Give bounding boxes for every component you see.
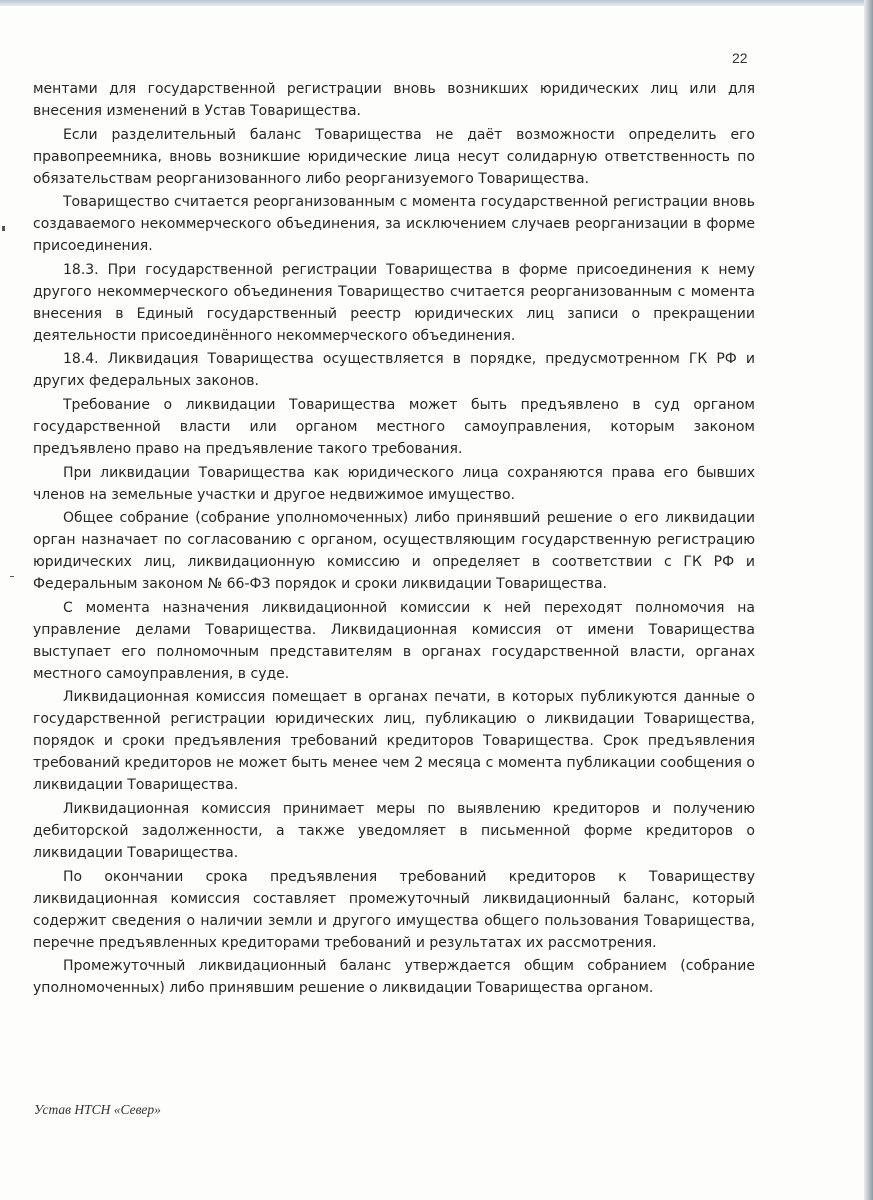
page-number: 22 (732, 50, 748, 66)
paragraph: Ликвидационная комиссия принимает меры по выявлению кредиторов и получению дебиторской задолженности, а также уведомляет в письменной форме кредиторов о ликвидации Товарищества. (33, 800, 755, 861)
paragraph: При ликвидации Товарищества как юридического лица сохраняются права его бывших членов на земельные участки и другое недвижимое имущество. (33, 464, 755, 503)
paragraph: Общее собрание (собрание уполномоченных) либо принявший решение о его ликвидации орган назначает по согласованию с органом, осуществляющим государственную регистрацию юридических лиц, ликвидационную комиссию и определяет в соответствии с ГК РФ и Федеральным законом № 66-ФЗ порядок и сроки ликвидации Товарищества. (33, 510, 755, 593)
paragraph: 18.4. Ликвидация Товарищества осуществляется в порядке, предусмотренном ГК РФ и других федеральных законов. (33, 351, 755, 390)
paragraph: Если разделительный баланс Товарищества не даёт возможности определить его правопреемника, вновь возникшие юридические лица несут солидарную ответственность по обязательствам реорганизованного либо реорганизуемого Товарищества. (33, 126, 755, 187)
paragraph: По окончании срока предъявления требований кредиторов к Товариществу ликвидационная комиссия составляет промежуточный ликвидационный баланс, который содержит сведения о наличии земли и другого имущества общего пользования Товарищества, перечне предъявленных кредиторами требований и результатах их рассмотрения. (33, 868, 755, 951)
paragraph: Требование о ликвидации Товарищества может быть предъявлено в суд органом государственной власти или органом местного самоуправления, которым законом предъявлено право на предъявление такого требования. (33, 396, 755, 457)
paragraph: С момента назначения ликвидационной комиссии к ней переходят полномочия на управление делами Товарищества. Ликвидационная комиссия от имени Товарищества выступает его полномочным представителям в органах государственной власти, органах местного самоуправления, в суде. (33, 599, 755, 682)
paragraph: Товарищество считается реорганизованным с момента государственной регистрации вновь создаваемого некоммерческого объединения, за исключением случаев реорганизации в форме присоединения. (33, 194, 755, 255)
scan-speck (10, 576, 14, 577)
paragraph: ментами для государственной регистрации вновь возникших юридических лиц или для внесения изменений в Устав Товарищества. (33, 81, 755, 119)
paragraph: 18.3. При государственной регистрации Товарищества в форме присоединения к нему другого некоммерческого объединения Товарищество считается реорганизованным с момента внесения в Единый государственный реестр юридических лиц записи о прекращении деятельности присоединённого некоммерческого объединения. (33, 261, 755, 344)
scan-right-edge (864, 0, 873, 1200)
document-body (33, 78, 755, 1001)
paragraph: Ликвидационная комиссия помещает в органах печати, в которых публикуются данные о государственной регистрации юридических лиц, публикацию о ликвидации Товарищества, порядок и сроки предъявления требований кредиторов Товарищества. Срок предъявления требований кредиторов не может быть менее чем 2 месяца с момента публикации сообщения о ликвидации Товарищества. (33, 689, 755, 794)
footer-title: Устав НТСН «Север» (34, 1102, 161, 1117)
scan-top-edge (0, 0, 873, 6)
paragraph: Промежуточный ликвидационный баланс утверждается общим собранием (собрание уполномоченных) либо принявшим решение о ликвидации Товарищества органом. (33, 958, 755, 997)
scan-speck (2, 226, 5, 231)
